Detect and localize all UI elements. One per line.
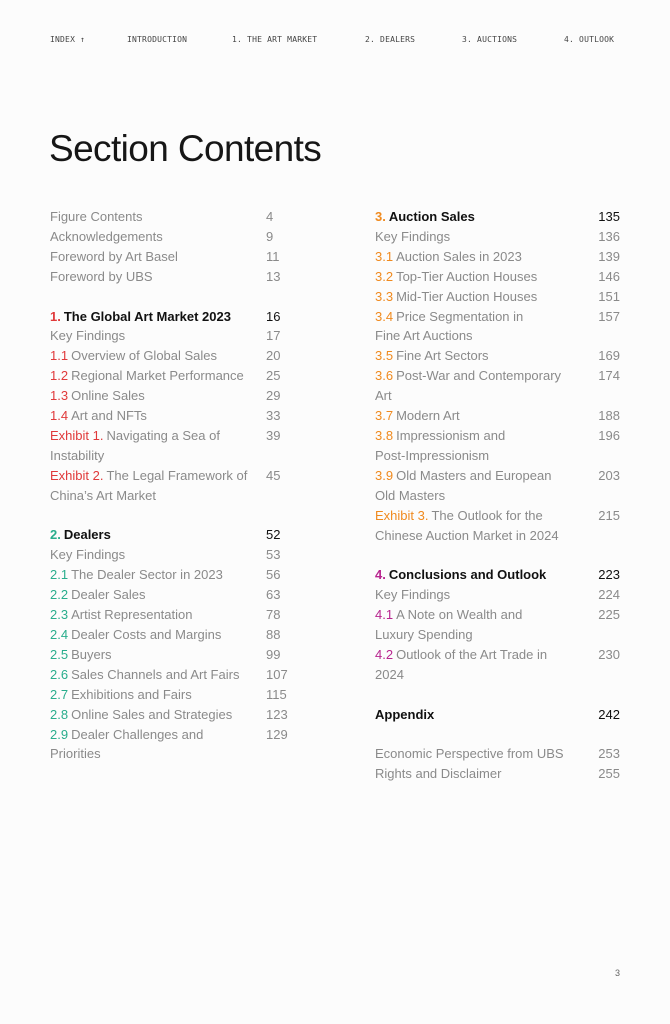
toc-entry-economic-perspective[interactable]: [375, 744, 620, 764]
toc-page-number: 139: [598, 248, 620, 264]
toc-page-number: 115: [266, 686, 287, 702]
toc-page-number: 63: [266, 587, 281, 603]
section-number: 2.2: [50, 587, 69, 603]
chapter-number: 3.: [375, 209, 386, 224]
toc-entry-3-9[interactable]: [375, 466, 620, 506]
nav-dealers-link[interactable]: 2. DEALERS: [365, 35, 416, 44]
toc-page-number: 107: [266, 666, 288, 682]
chapter-number: 1.: [50, 308, 61, 324]
section-number: 3.8: [375, 427, 394, 443]
section-number: 3.1: [375, 248, 394, 264]
toc-entry-exhibit-3[interactable]: [375, 506, 620, 546]
toc-page-number: 203: [598, 467, 620, 483]
section-number: 2.5: [50, 646, 69, 662]
toc-entry-4-1[interactable]: [375, 605, 620, 645]
section-number: 1.3: [50, 388, 69, 404]
toc-page-number: 169: [598, 348, 620, 364]
toc-page-number: 174: [598, 368, 620, 384]
toc-right-column: [375, 207, 620, 784]
toc-page-number: 88: [266, 627, 281, 642]
toc-page-number: 129: [266, 726, 288, 742]
toc-page-number: 224: [598, 587, 620, 603]
toc-chapter-4-heading[interactable]: [375, 565, 620, 585]
toc-entry-1-1[interactable]: [50, 346, 290, 366]
toc-page-number: 17: [266, 328, 281, 344]
toc-page-number: 99: [266, 646, 281, 662]
toc-entry-foreword-art-basel[interactable]: [50, 247, 290, 267]
toc-entry-2-1[interactable]: [50, 565, 290, 585]
toc-page-number: 52: [266, 527, 281, 543]
toc-entry-title: Acknowledgements: [50, 228, 163, 244]
toc-entry-title: The Outlook for the Chinese Auction Market in 2024: [375, 507, 559, 543]
toc-page-number: 223: [598, 567, 620, 583]
section-number: 2.8: [50, 706, 69, 722]
section-number: 3.9: [375, 467, 394, 483]
section-number: 1.1: [50, 348, 69, 364]
section-number: 4.1: [375, 607, 394, 623]
toc-chapter-2-heading[interactable]: [50, 525, 290, 545]
section-number: 3.4: [375, 308, 394, 324]
toc-entry-2-key-findings[interactable]: [50, 545, 290, 565]
toc-entry-title: Economic Perspective from UBS: [375, 746, 564, 762]
toc-entry-title: The Legal Framework of China’s Art Market: [50, 467, 248, 503]
toc-page-number: 39: [266, 427, 281, 443]
page-title: Section Contents: [49, 128, 322, 169]
toc-entry-title: Modern Art: [396, 408, 460, 424]
toc-entry-rights-disclaimer[interactable]: [375, 764, 620, 784]
toc-entry-title: Old Masters and European Old Masters: [375, 467, 552, 503]
exhibit-number: Exhibit 1.: [50, 427, 104, 443]
nav-index-link[interactable]: INDEX ↑: [50, 35, 86, 44]
toc-entry-title: Artist Representation: [71, 607, 193, 623]
toc-entry-3-1[interactable]: [375, 247, 620, 267]
toc-entry-foreword-ubs[interactable]: [50, 267, 290, 287]
toc-chapter-3-heading[interactable]: [375, 207, 620, 227]
toc-entry-4-2[interactable]: [375, 645, 620, 685]
section-number: 2.4: [50, 627, 69, 642]
section-number: 1.2: [50, 368, 69, 384]
toc-entry-2-6[interactable]: [50, 665, 290, 685]
toc-page-number: 135: [598, 209, 620, 224]
section-number: 2.6: [50, 666, 69, 682]
toc-entry-4-key-findings[interactable]: [375, 585, 620, 605]
toc-entry-3-7[interactable]: [375, 406, 620, 426]
toc-entry-acknowledgements[interactable]: [50, 227, 290, 247]
toc-page-number: 33: [266, 408, 281, 424]
toc-entry-title: Figure Contents: [50, 209, 143, 224]
toc-entry-title: Foreword by Art Basel: [50, 248, 178, 264]
toc-entry-3-8[interactable]: [375, 426, 620, 466]
toc-entry-title: Navigating a Sea of Instability: [50, 427, 220, 463]
toc-entry-3-key-findings[interactable]: [375, 227, 620, 247]
toc-chapter-1-heading[interactable]: [50, 307, 290, 327]
toc-entry-title: Online Sales and Strategies: [71, 706, 233, 722]
toc-entry-title: Post-War and Contemporary Art: [375, 368, 562, 404]
exhibit-number: Exhibit 2.: [50, 467, 104, 483]
toc-entry-title: Sales Channels and Art Fairs: [71, 666, 240, 682]
toc-entry-title: Buyers: [71, 646, 112, 662]
toc-entry-3-6[interactable]: [375, 366, 620, 406]
page-number: 3: [614, 968, 620, 978]
toc-page-number: 9: [266, 228, 274, 244]
toc-page-number: 11: [266, 248, 280, 264]
toc-page-number: 157: [598, 308, 620, 324]
nav-introduction-link[interactable]: INTRODUCTION: [127, 35, 188, 44]
toc-page-number: 253: [598, 746, 620, 762]
toc-entry-title: Key Findings: [50, 328, 126, 344]
toc-entry-title: Online Sales: [71, 388, 145, 404]
toc-entry-2-2[interactable]: [50, 585, 290, 605]
section-number: 2.9: [50, 726, 69, 742]
toc-entry-title: Mid-Tier Auction Houses: [396, 288, 538, 304]
chapter-title: Dealers: [63, 527, 111, 543]
toc-entry-2-7[interactable]: [50, 685, 290, 705]
toc-page-number: 242: [598, 706, 620, 722]
toc-entry-title: The Dealer Sector in 2023: [71, 567, 223, 583]
toc-entry-3-4[interactable]: [375, 307, 620, 347]
toc-entry-title: A Note on Wealth and Luxury Spending: [375, 607, 523, 643]
toc-entry-title: Exhibitions and Fairs: [71, 686, 192, 702]
toc-entry-3-5[interactable]: [375, 346, 620, 366]
toc-page-number: 188: [598, 408, 620, 424]
toc-entry-2-9[interactable]: [50, 725, 290, 765]
chapter-number: 4.: [375, 567, 386, 583]
nav-art-market-link[interactable]: 1. THE ART MARKET: [232, 35, 318, 44]
nav-auctions-link[interactable]: 3. AUCTIONS: [462, 35, 518, 44]
toc-page-number: 25: [266, 368, 281, 384]
toc-entry-title: Impressionism and Post-Impressionism: [375, 427, 506, 463]
toc-entry-1-2[interactable]: [50, 366, 290, 386]
toc-entry-2-8[interactable]: [50, 705, 290, 725]
toc-entry-2-5[interactable]: [50, 645, 290, 665]
toc-entry-1-key-findings[interactable]: [50, 326, 290, 346]
toc-page-number: 29: [266, 388, 281, 404]
toc-page-number: 16: [266, 308, 281, 324]
toc-entry-2-4[interactable]: [50, 625, 290, 645]
toc-entry-title: Outlook of the Art Trade in 2024: [375, 646, 548, 682]
toc-entry-title: Art and NFTs: [71, 408, 147, 424]
section-number: 2.7: [50, 686, 69, 702]
toc-page-number: 151: [598, 288, 620, 304]
toc-page-number: 136: [598, 228, 620, 244]
section-number: 1.4: [50, 408, 69, 424]
nav-outlook-link[interactable]: 4. OUTLOOK: [564, 35, 615, 44]
toc-page-number: 196: [598, 427, 620, 443]
chapter-number: 2.: [50, 527, 61, 543]
toc-entry-title: Rights and Disclaimer: [375, 766, 502, 782]
toc-entry-exhibit-1[interactable]: [50, 426, 290, 466]
toc-page-number: 53: [266, 547, 281, 563]
chapter-title: The Global Art Market 2023: [63, 308, 231, 324]
section-number: 3.7: [375, 408, 394, 424]
toc-page-number: 146: [598, 268, 620, 284]
section-number: 3.3: [375, 288, 394, 304]
section-number: 2.3: [50, 607, 69, 623]
toc-entry-3-2[interactable]: [375, 267, 620, 287]
toc-entry-figure-contents[interactable]: [50, 207, 290, 227]
toc-entry-title: Foreword by UBS: [50, 268, 153, 284]
toc-entry-title: Dealer Sales: [71, 587, 146, 603]
chapter-title: Conclusions and Outlook: [388, 567, 547, 583]
toc-left-column: [50, 207, 290, 764]
section-number: 3.2: [375, 268, 394, 284]
toc-page-number: 123: [266, 706, 288, 722]
section-number: 4.2: [375, 646, 394, 662]
toc-page-number: 215: [598, 507, 620, 523]
toc-entry-title: Auction Sales in 2023: [396, 248, 522, 264]
toc-page-number: 255: [598, 766, 620, 782]
toc-entry-3-3[interactable]: [375, 287, 620, 307]
toc-entry-1-3[interactable]: [50, 386, 290, 406]
toc-entry-title: Regional Market Performance: [71, 368, 244, 384]
chapter-title: Auction Sales: [388, 209, 475, 224]
toc-page-number: 225: [598, 607, 620, 623]
toc-entry-2-3[interactable]: [50, 605, 290, 625]
toc-entry-title: Key Findings: [375, 587, 451, 603]
chapter-title: Appendix: [375, 706, 435, 722]
toc-entry-title: Price Segmentation in Fine Art Auctions: [375, 308, 524, 344]
toc-page-number: 45: [266, 467, 281, 483]
toc-page-number: 20: [266, 348, 281, 364]
toc-entry-1-4[interactable]: [50, 406, 290, 426]
exhibit-number: Exhibit 3.: [375, 507, 429, 523]
toc-page-number: 78: [266, 607, 281, 623]
toc-entry-title: Fine Art Sectors: [396, 348, 489, 364]
section-number: 3.6: [375, 368, 394, 384]
toc-appendix-heading[interactable]: [375, 705, 620, 725]
toc-page-number: 56: [266, 567, 281, 583]
toc-entry-title: Dealer Challenges and Priorities: [50, 726, 204, 762]
toc-entry-title: Key Findings: [50, 547, 126, 563]
toc-entry-exhibit-2[interactable]: [50, 466, 290, 506]
toc-page-number: 4: [266, 209, 274, 224]
toc-entry-title: Dealer Costs and Margins: [71, 627, 222, 642]
toc-entry-title: Key Findings: [375, 228, 451, 244]
section-number: 2.1: [50, 567, 69, 583]
toc-page-number: 230: [598, 646, 620, 662]
toc-entry-title: Top-Tier Auction Houses: [396, 268, 538, 284]
section-number: 3.5: [375, 348, 394, 364]
toc-page-number: 13: [266, 268, 281, 284]
toc-entry-title: Overview of Global Sales: [71, 348, 218, 364]
